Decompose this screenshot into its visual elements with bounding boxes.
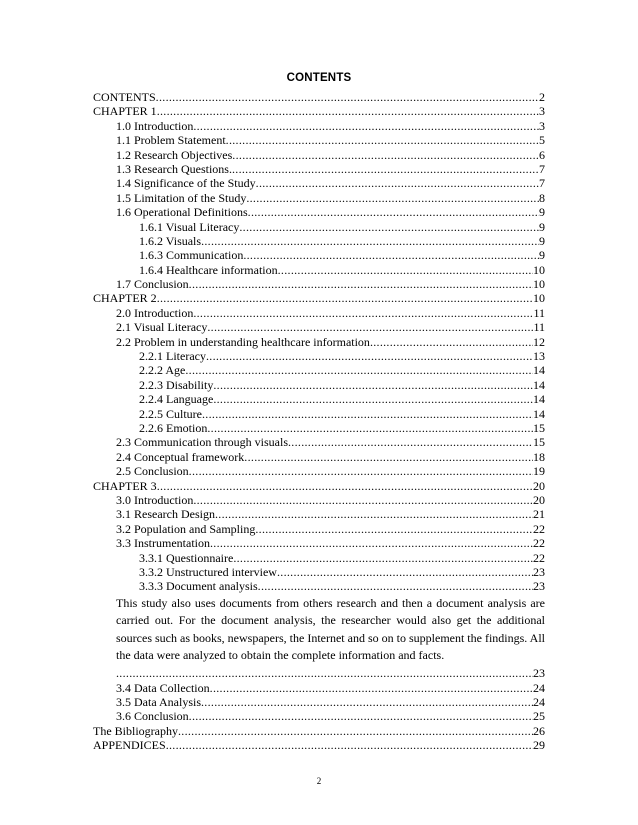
toc-entry-title: 1.6.1 Visual Literacy xyxy=(139,219,240,234)
toc-entry xyxy=(93,709,545,723)
toc-entry-page: 14 xyxy=(533,406,545,421)
toc-entry xyxy=(93,263,545,277)
toc-dot-leader xyxy=(193,306,533,320)
toc-dot-leader xyxy=(248,205,539,219)
toc-paragraph-page: 23 xyxy=(533,665,545,680)
table-of-contents xyxy=(93,90,545,753)
toc-entry xyxy=(93,392,545,406)
toc-entry-page: 10 xyxy=(533,262,545,277)
toc-dot-leader xyxy=(370,335,533,349)
toc-entry-title: CHAPTER 2 xyxy=(93,291,157,306)
toc-entry-page: 10 xyxy=(533,277,545,292)
toc-dot-leader xyxy=(213,392,533,406)
toc-entry xyxy=(93,522,545,536)
toc-entry xyxy=(93,479,545,493)
toc-dot-leader xyxy=(157,104,539,118)
toc-entry-title: 2.4 Conceptual framework xyxy=(116,449,245,464)
toc-entry xyxy=(93,407,545,421)
toc-entry-page: 18 xyxy=(533,449,545,464)
toc-entry xyxy=(93,162,545,176)
toc-entry xyxy=(93,291,545,305)
toc-entry-page: 13 xyxy=(533,349,545,364)
toc-entry xyxy=(93,148,545,162)
toc-entry-page: 20 xyxy=(533,492,545,507)
toc-entry xyxy=(93,176,545,190)
toc-dot-leader xyxy=(201,234,539,248)
toc-entry-title: APPENDICES xyxy=(93,738,166,753)
toc-entry-page: 24 xyxy=(533,680,545,695)
toc-entry-page: 3 xyxy=(539,118,545,133)
toc-entry-title: CHAPTER 1 xyxy=(93,104,157,119)
toc-entry xyxy=(93,277,545,291)
toc-entries-after xyxy=(93,681,545,753)
toc-entry-title: CHAPTER 3 xyxy=(93,478,157,493)
toc-dot-leader xyxy=(206,349,533,363)
toc-entry xyxy=(93,306,545,320)
toc-dot-leader xyxy=(233,551,533,565)
toc-entry-title: 2.3 Communication through visuals xyxy=(116,435,288,450)
toc-entry-page: 25 xyxy=(533,709,545,724)
toc-entry-title: 2.2.3 Disability xyxy=(139,377,214,392)
toc-entry-page: 21 xyxy=(533,507,545,522)
toc-entry-page: 14 xyxy=(533,392,545,407)
toc-dot-leader xyxy=(226,133,539,147)
toc-entry xyxy=(93,234,545,248)
toc-dot-leader xyxy=(278,263,533,277)
toc-dot-leader xyxy=(207,320,533,334)
toc-entry-title: 3.2 Population and Sampling xyxy=(116,521,256,536)
toc-entry-page: 7 xyxy=(539,161,545,176)
toc-entry-page: 26 xyxy=(533,723,545,738)
toc-entry xyxy=(93,464,545,478)
toc-dot-leader xyxy=(189,464,533,478)
toc-dot-leader xyxy=(258,579,533,593)
toc-entry-title: 2.0 Introduction xyxy=(116,305,194,320)
toc-entry-title: 1.6.3 Communication xyxy=(139,248,244,263)
toc-entry-page: 2 xyxy=(539,90,545,104)
toc-entry xyxy=(93,104,545,118)
toc-entry-page: 9 xyxy=(539,248,545,263)
toc-entry-page: 3 xyxy=(539,104,545,119)
toc-entry-title: 3.4 Data Collection xyxy=(116,680,210,695)
toc-entry-title: 1.6.2 Visuals xyxy=(139,233,202,248)
toc-entry xyxy=(93,133,545,147)
toc-dot-leader xyxy=(193,493,533,507)
toc-paragraph-text: This study also uses documents from others research and then a document analysis are carried out. For the document analysis, the researcher would also get the additional sources such as books, newspapers, the Internet and so on to supplement the findings. All the data were analyzed to obtain the complete information and facts. xyxy=(116,595,545,663)
toc-entry-page: 19 xyxy=(533,464,545,479)
toc-entry xyxy=(93,551,545,565)
toc-dot-leader xyxy=(256,176,539,190)
toc-entry-title: 1.3 Research Questions. xyxy=(116,161,232,176)
toc-dot-leader xyxy=(207,421,533,435)
toc-entry xyxy=(93,90,545,104)
toc-entry xyxy=(93,681,545,695)
toc-entry-title: 2.2 Problem in understanding healthcare information xyxy=(116,334,370,349)
toc-paragraph xyxy=(93,595,545,681)
toc-entry-page: 6 xyxy=(539,147,545,162)
toc-entry-title: 2.2.2 Age xyxy=(139,363,186,378)
toc-entry-page: 22 xyxy=(533,521,545,536)
toc-entry xyxy=(93,695,545,709)
toc-entry-title: 1.7 Conclusion xyxy=(116,277,189,292)
toc-entry-page: 24 xyxy=(533,695,545,710)
toc-entry-title: The Bibliography xyxy=(93,723,178,738)
toc-entry xyxy=(93,119,545,133)
toc-dot-leader xyxy=(189,277,533,291)
toc-entry xyxy=(93,320,545,334)
toc-entry-page: 7 xyxy=(539,176,545,191)
toc-entry xyxy=(93,450,545,464)
toc-entry-title: CONTENTS xyxy=(93,90,156,104)
toc-entry-page: 12 xyxy=(533,334,545,349)
toc-entry-page: 14 xyxy=(533,363,545,378)
toc-paragraph-leader-row xyxy=(116,665,545,681)
toc-entry-title: 1.0 Introduction xyxy=(116,118,194,133)
toc-entry-title: 2.2.4 Language xyxy=(139,392,214,407)
toc-dot-leader xyxy=(246,191,539,205)
toc-dot-leader xyxy=(244,450,533,464)
toc-entry xyxy=(93,335,545,349)
toc-entry-title: 2.5 Conclusion xyxy=(116,464,189,479)
toc-entry-title: 1.5 Limitation of the Study xyxy=(116,190,247,205)
toc-entry-page: 11 xyxy=(533,305,545,320)
toc-dot-leader xyxy=(156,90,539,104)
toc-entry-title: 2.1 Visual Literacy xyxy=(116,320,208,335)
toc-dot-leader xyxy=(232,162,539,176)
toc-entry-title: 2.2.1 Literacy xyxy=(139,349,206,364)
toc-dot-leader xyxy=(232,148,539,162)
toc-dot-leader xyxy=(189,709,533,723)
toc-entry xyxy=(93,724,545,738)
toc-dot-leader xyxy=(166,738,533,752)
toc-entry-page: 10 xyxy=(533,291,545,306)
toc-dot-leader xyxy=(277,565,533,579)
toc-entry xyxy=(93,363,545,377)
toc-entry-page: 15 xyxy=(533,420,545,435)
toc-dot-leader xyxy=(213,378,533,392)
toc-dot-leader xyxy=(185,363,533,377)
toc-dot-leader xyxy=(215,507,533,521)
toc-entry-page: 14 xyxy=(533,377,545,392)
toc-dot-leader xyxy=(239,220,539,234)
toc-entry-page: 9 xyxy=(539,219,545,234)
toc-entry xyxy=(93,220,545,234)
toc-entry xyxy=(93,205,545,219)
toc-dot-leader xyxy=(210,536,533,550)
toc-entry-page: 22 xyxy=(533,536,545,551)
toc-dot-leader xyxy=(288,435,533,449)
toc-entry-page: 5 xyxy=(539,133,545,148)
toc-entry xyxy=(93,248,545,262)
toc-entry-title: 1.6.4 Healthcare information xyxy=(139,262,278,277)
toc-entry-page: 29 xyxy=(533,738,545,753)
toc-entry-title: 3.3.2 Unstructured interview xyxy=(139,564,277,579)
toc-entry-title: 1.6 Operational Definitions xyxy=(116,205,248,220)
toc-dot-leader xyxy=(202,407,533,421)
toc-dot-leader xyxy=(193,119,539,133)
toc-dot-leader xyxy=(157,291,533,305)
toc-entry-page: 8 xyxy=(539,190,545,205)
toc-dot-leader xyxy=(255,522,533,536)
toc-dot-leader xyxy=(201,695,533,709)
toc-entry xyxy=(93,493,545,507)
toc-entry-title: 3.0 Introduction xyxy=(116,492,194,507)
toc-entry-title: 3.6 Conclusion xyxy=(116,709,189,724)
toc-entry xyxy=(93,421,545,435)
toc-entry-title: 3.1 Research Design xyxy=(116,507,215,522)
toc-entry-page: 22 xyxy=(533,550,545,565)
toc-entry xyxy=(93,536,545,550)
toc-entry-title: 3.3.1 Questionnaire xyxy=(139,550,234,565)
toc-entry-title: 2.2.5 Culture xyxy=(139,406,202,421)
toc-entry xyxy=(93,507,545,521)
toc-entry-page: 11 xyxy=(533,320,545,335)
toc-entry-page: 9 xyxy=(539,205,545,220)
toc-dot-leader xyxy=(210,681,533,695)
toc-entry xyxy=(93,738,545,752)
toc-entry-title: 3.5 Data Analysis xyxy=(116,695,201,710)
toc-dot-leader xyxy=(178,724,533,738)
toc-entries xyxy=(93,90,545,594)
toc-entry-title: 1.4 Significance of the Study xyxy=(116,176,256,191)
toc-entry-page: 15 xyxy=(533,435,545,450)
toc-dot-leader xyxy=(243,248,539,262)
toc-entry-title: 1.2 Research Objectives xyxy=(116,147,233,162)
toc-entry-page: 23 xyxy=(533,579,545,594)
toc-dot-leader xyxy=(157,479,533,493)
page-number: 2 xyxy=(316,776,322,786)
toc-entry-title: 3.3.3 Document analysis xyxy=(139,579,258,594)
toc-dot-leader xyxy=(116,665,533,681)
toc-entry-page: 9 xyxy=(539,233,545,248)
toc-entry xyxy=(93,378,545,392)
toc-entry xyxy=(93,579,545,593)
toc-entry-title: 3.3 Instrumentation xyxy=(116,536,210,551)
toc-entry xyxy=(93,435,545,449)
toc-entry-title: 2.2.6 Emotion xyxy=(139,420,208,435)
toc-entry-title: 1.1 Problem Statement xyxy=(116,133,226,148)
toc-entry xyxy=(93,349,545,363)
toc-entry xyxy=(93,191,545,205)
toc-entry-page: 20 xyxy=(533,478,545,493)
page-title: CONTENTS xyxy=(286,72,352,84)
toc-entry-page: 23 xyxy=(533,564,545,579)
toc-entry xyxy=(93,565,545,579)
